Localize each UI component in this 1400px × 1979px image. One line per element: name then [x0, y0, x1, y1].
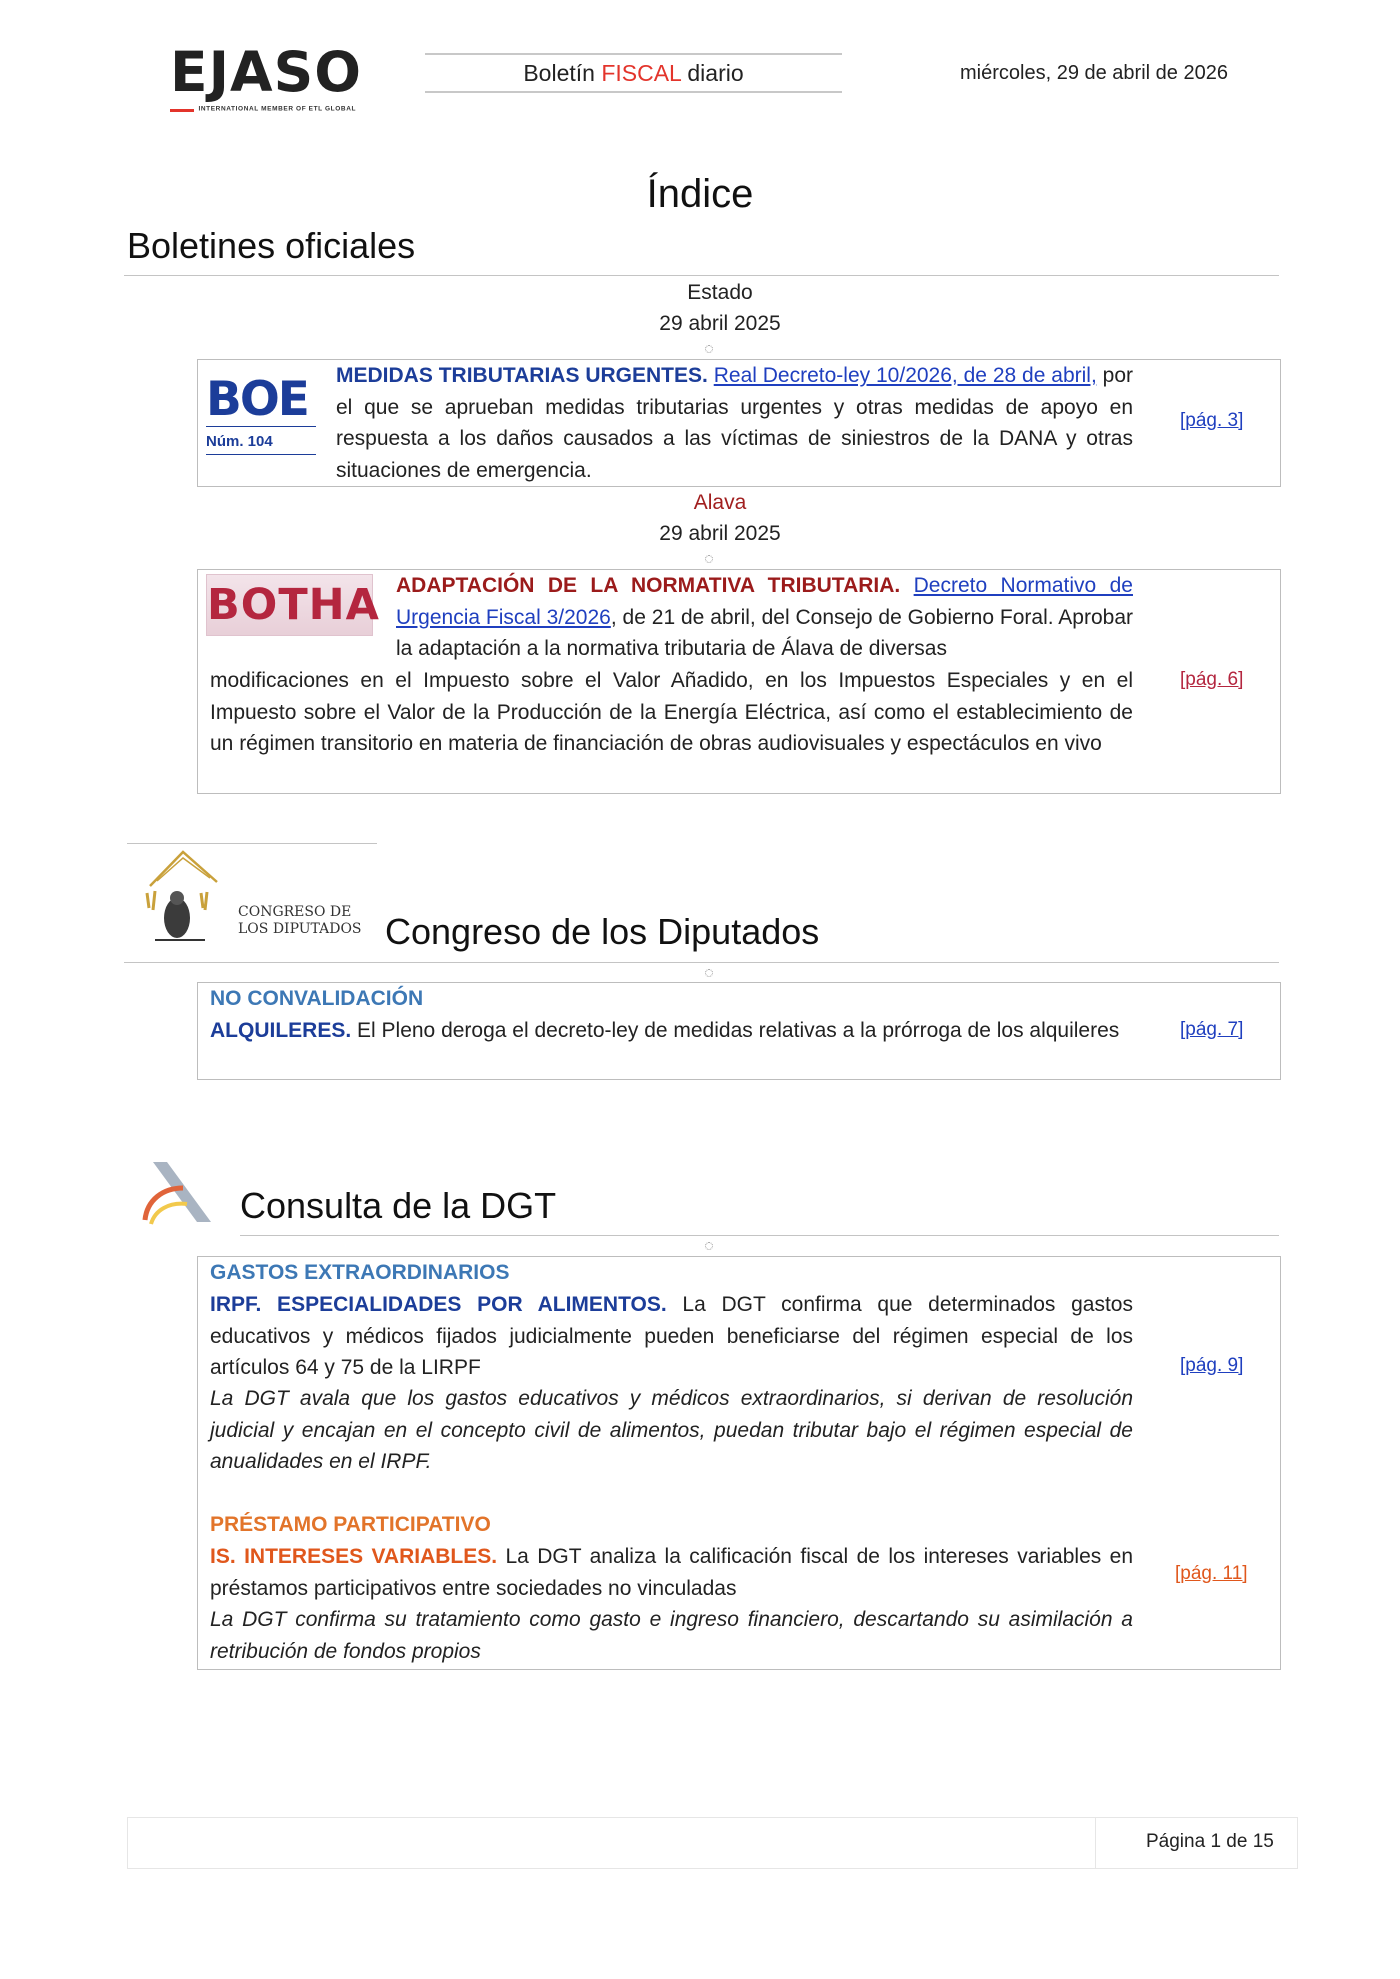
- congreso-logo-line1: CONGRESO DE: [238, 904, 352, 920]
- dgt-item-2-category: PRÉSTAMO PARTICIPATIVO: [210, 1513, 491, 1536]
- dgt-item-1-category: GASTOS EXTRAORDINARIOS: [210, 1261, 510, 1284]
- botha-page-link[interactable]: [pág. 6]: [1180, 669, 1244, 690]
- boe-logo-rule-bottom: [206, 454, 316, 455]
- section-heading-congreso: Congreso de los Diputados: [385, 911, 820, 952]
- anchor-dot-icon: [705, 969, 713, 977]
- botha-logo-text: BOTHA: [207, 580, 380, 630]
- section-heading-boletines: Boletines oficiales: [127, 225, 416, 266]
- botha-entry-first-lines: [396, 570, 1133, 665]
- header-date: miércoles, 29 de abril de 2026: [960, 62, 1228, 84]
- dgt-item-1-text: [210, 1289, 1133, 1384]
- boe-description: por el que se aprueban medidas tributarias urgentes y otras medidas de apoyo en respuesta a los daños causados a las víctimas de siniestros de la DANA y otras situaciones de emergencia.: [336, 364, 1133, 482]
- dgt-item-2-description: La DGT analiza la calificación fiscal de los intereses variables en préstamos participativos entre sociedades no vinculadas: [210, 1545, 1133, 1600]
- congreso-logo: [135, 848, 375, 948]
- dgt-item-1-summary: La DGT avala que los gastos educativos y médicos extraordinarios, si derivan de resolución judicial y encajan en el concepto civil de alimentos, puedan tributar bajo el régimen especial de anualidades en el IRPF.: [210, 1387, 1133, 1473]
- boe-issue-number: Núm. 104: [206, 433, 273, 450]
- logo-wordmark: EJASO: [170, 40, 362, 104]
- dgt-item-2-summary: La DGT confirma su tratamiento como gasto e ingreso financiero, descartando su asimilación a retribución de fondos propios: [210, 1608, 1133, 1663]
- date-estado: 29 abril 2025: [659, 312, 781, 335]
- dgt-item-2-page-link[interactable]: [pág. 11]: [1175, 1563, 1248, 1584]
- botha-keyword: ADAPTACIÓN DE LA NORMATIVA TRIBUTARIA.: [396, 574, 901, 597]
- botha-logo: [206, 574, 380, 636]
- anchor-dot-icon: [705, 555, 713, 563]
- footer-page-number: Página 1 de 15: [1146, 1831, 1274, 1852]
- congreso-description: El Pleno deroga el decreto-ley de medidas relativas a la prórroga de los alquileres: [351, 1019, 1120, 1042]
- boe-logo-text: BOE: [206, 372, 308, 427]
- congreso-page-link[interactable]: [pág. 7]: [1180, 1019, 1244, 1040]
- botha-entry-rest: [210, 665, 1133, 760]
- aeat-logo-icon: [137, 1158, 217, 1228]
- logo-tagline: INTERNATIONAL MEMBER OF ETL GLOBAL: [198, 105, 357, 113]
- section-heading-dgt: Consulta de la DGT: [240, 1185, 557, 1226]
- section-rule: [124, 275, 1279, 276]
- botha-entry-box: [197, 569, 1281, 794]
- boe-entry-box: [197, 359, 1281, 487]
- boe-entry-text: [336, 360, 1133, 486]
- congreso-entry-text: [210, 1015, 1133, 1047]
- congreso-keyword: ALQUILERES.: [210, 1019, 352, 1042]
- congreso-entry-box: [197, 982, 1281, 1080]
- date-alava: 29 abril 2025: [659, 522, 781, 545]
- boe-page-link[interactable]: [pág. 3]: [1180, 410, 1244, 431]
- bulletin-prefix: Boletín: [523, 60, 595, 86]
- bulletin-accent: FISCAL: [601, 60, 681, 86]
- dgt-item-1-page-link[interactable]: [pág. 9]: [1180, 1355, 1244, 1376]
- index-title: Índice: [646, 172, 754, 216]
- dgt-item-2-keyword: IS. INTERESES VARIABLES.: [210, 1545, 498, 1568]
- footer-divider: [1095, 1818, 1096, 1868]
- congreso-logo-line2: LOS DIPUTADOS: [238, 921, 362, 937]
- region-estado: Estado: [687, 281, 753, 304]
- congreso-emblem-icon: [135, 848, 235, 948]
- botha-law-link[interactable]: Decreto Normativo de Urgencia Fiscal 3/2026: [396, 574, 1133, 629]
- boe-law-link[interactable]: Real Decreto-ley 10/2026, de 28 de abril,: [713, 364, 1097, 387]
- ejaso-logo: [170, 40, 370, 118]
- dgt-item-2-text: [210, 1541, 1133, 1604]
- dgt-item-1-description: La DGT confirma que determinados gastos educativos y médicos fijados judicialmente pueden beneficiarse del régimen especial de los artículos 64 y 75 de la LIRPF: [210, 1293, 1133, 1379]
- congreso-top-rule: [127, 843, 377, 844]
- boe-keyword: MEDIDAS TRIBUTARIAS URGENTES.: [336, 364, 708, 387]
- bulletin-title: [425, 53, 842, 93]
- botha-description-rest: modificaciones en el Impuesto sobre el Valor Añadido, en los Impuestos Especiales y en el Impuesto sobre el Valor de la Producción de la Energía Eléctrica, así como el establecimiento de un régimen transitorio en materia de financiación de obras audiovisuales y espectáculos en vivo: [210, 669, 1133, 755]
- section-rule: [124, 962, 1279, 963]
- footer-box: [127, 1817, 1298, 1869]
- logo-accent-bar: [170, 109, 194, 112]
- botha-description-start: , de 21 de abril, del Consejo de Gobierno Foral. Aprobar la adaptación a la normativa tributaria de Álava de diversas: [396, 605, 1133, 660]
- aeat-logo: [137, 1158, 217, 1228]
- region-alava: Alava: [693, 491, 747, 514]
- anchor-dot-icon: [705, 345, 713, 353]
- bulletin-suffix: diario: [687, 60, 744, 86]
- congreso-category: NO CONVALIDACIÓN: [210, 987, 424, 1010]
- boe-logo: [206, 372, 316, 472]
- anchor-dot-icon: [705, 1242, 713, 1250]
- dgt-entry-box: [197, 1256, 1281, 1670]
- section-rule: [240, 1235, 1279, 1236]
- dgt-item-1-keyword: IRPF. ESPECIALIDADES POR ALIMENTOS.: [210, 1293, 667, 1316]
